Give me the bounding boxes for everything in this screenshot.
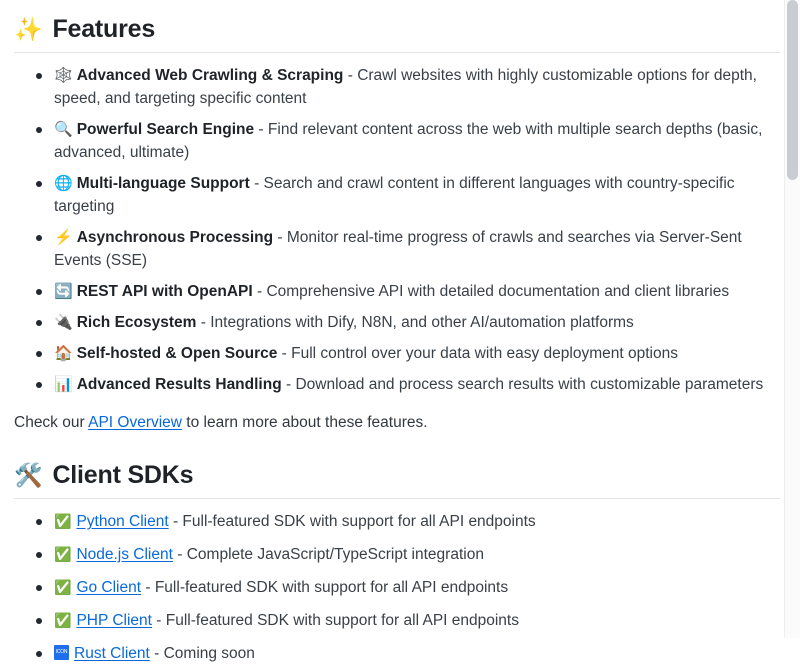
feature-dash: - bbox=[277, 344, 292, 362]
list-item bbox=[36, 577, 780, 600]
sparkles-icon: ✨ bbox=[14, 16, 43, 43]
feature-title: Powerful Search Engine bbox=[76, 121, 255, 139]
rust-client-link[interactable]: Rust Client bbox=[74, 644, 150, 662]
sdk-description: Full-featured SDK with support for all API endpoints bbox=[182, 513, 536, 530]
list-item bbox=[36, 119, 780, 165]
python-client-link[interactable]: Python Client bbox=[76, 513, 169, 530]
list-item bbox=[36, 610, 780, 633]
nodejs-client-link[interactable]: Node.js Client bbox=[76, 545, 173, 563]
php-client-link[interactable]: PHP Client bbox=[76, 611, 152, 629]
sdk-description: Full-featured SDK with support for all API endpoints bbox=[165, 611, 519, 629]
globe-icon: 🌐 bbox=[54, 175, 73, 192]
feature-description: Download and process search results with customizable parameters bbox=[295, 375, 764, 393]
check-mark-icon: ✅ bbox=[54, 513, 72, 529]
house-icon: 🏠 bbox=[54, 344, 73, 362]
sdk-dash: - bbox=[141, 578, 155, 596]
feature-title: Rich Ecosystem bbox=[76, 313, 197, 331]
feature-dash: - bbox=[252, 282, 267, 300]
list-item bbox=[36, 281, 780, 304]
feature-dash: - bbox=[249, 175, 264, 192]
feature-dash: - bbox=[281, 375, 296, 393]
list-item bbox=[36, 643, 780, 666]
feature-title: Advanced Results Handling bbox=[76, 375, 282, 393]
feature-description: Full control over your data with easy deployment options bbox=[291, 344, 678, 362]
feature-description: Comprehensive API with detailed documentation and client libraries bbox=[266, 282, 730, 300]
feature-description: Crawl websites with highly customizable options for depth, speed, and targeting specific content bbox=[54, 67, 757, 108]
list-item bbox=[36, 544, 780, 567]
client-sdks-section bbox=[14, 460, 780, 666]
check-mark-icon: ✅ bbox=[54, 545, 72, 562]
feature-title: Self-hosted & Open Source bbox=[76, 344, 278, 362]
list-item bbox=[36, 312, 780, 335]
check-mark-icon: ✅ bbox=[54, 578, 72, 595]
list-item bbox=[36, 173, 780, 219]
feature-description: Find relevant content across the web with multiple search depths (basic, advanced, ultimate) bbox=[54, 121, 763, 162]
feature-title: Asynchronous Processing bbox=[76, 228, 274, 246]
feature-title: Advanced Web Crawling & Scraping bbox=[76, 67, 344, 85]
sdk-dash: - bbox=[149, 644, 164, 662]
feature-title: Multi-language Support bbox=[76, 175, 250, 192]
features-footer-paragraph bbox=[14, 411, 780, 434]
api-overview-link[interactable]: API Overview bbox=[88, 413, 182, 431]
spider-web-icon: 🕸️ bbox=[54, 67, 73, 85]
hammer-and-wrench-icon: 🛠️ bbox=[14, 461, 43, 488]
paragraph-text-before: Check our bbox=[14, 413, 89, 431]
sdk-description: Complete JavaScript/TypeScript integration bbox=[186, 545, 484, 563]
sdk-dash: - bbox=[151, 611, 166, 629]
rust-icon: ICON bbox=[54, 645, 69, 660]
lightning-bolt-icon: ⚡ bbox=[54, 228, 73, 246]
client-sdks-list bbox=[14, 511, 780, 666]
list-item bbox=[36, 374, 780, 397]
client-sdks-heading-text: Client SDKs bbox=[52, 460, 194, 489]
client-sdks-heading bbox=[14, 460, 780, 499]
check-mark-icon: ✅ bbox=[54, 611, 72, 628]
vertical-scrollbar[interactable] bbox=[784, 0, 800, 638]
list-item bbox=[36, 227, 780, 273]
refresh-icon: 🔄 bbox=[54, 282, 73, 300]
feature-dash: - bbox=[273, 228, 287, 246]
plug-icon: 🔌 bbox=[54, 313, 73, 331]
feature-dash: - bbox=[196, 313, 211, 331]
paragraph-text-after: to learn more about these features. bbox=[182, 413, 428, 431]
feature-description: Monitor real-time progress of crawls and searches via Server-Sent Events (SSE) bbox=[54, 228, 742, 269]
sdk-dash: - bbox=[172, 545, 187, 563]
magnifying-glass-icon: 🔍 bbox=[54, 121, 73, 139]
bar-chart-icon: 📊 bbox=[54, 375, 73, 393]
feature-title: REST API with OpenAPI bbox=[76, 282, 253, 300]
list-item bbox=[36, 65, 780, 111]
list-item bbox=[36, 343, 780, 366]
scrollbar-thumb[interactable] bbox=[787, 0, 798, 180]
feature-dash: - bbox=[343, 67, 358, 85]
features-heading-text: Features bbox=[52, 15, 156, 43]
sdk-description: Coming soon bbox=[163, 644, 255, 662]
list-item bbox=[36, 511, 780, 534]
features-list bbox=[14, 65, 780, 396]
sdk-dash: - bbox=[168, 513, 183, 530]
feature-description: Integrations with Dify, N8N, and other AI/automation platforms bbox=[210, 313, 634, 331]
feature-dash: - bbox=[254, 121, 268, 139]
feature-description: Search and crawl content in different languages with country-specific targeting bbox=[54, 175, 735, 215]
go-client-link[interactable]: Go Client bbox=[76, 578, 142, 596]
sdk-description: Full-featured SDK with support for all API endpoints bbox=[154, 578, 509, 596]
features-heading bbox=[14, 14, 780, 53]
